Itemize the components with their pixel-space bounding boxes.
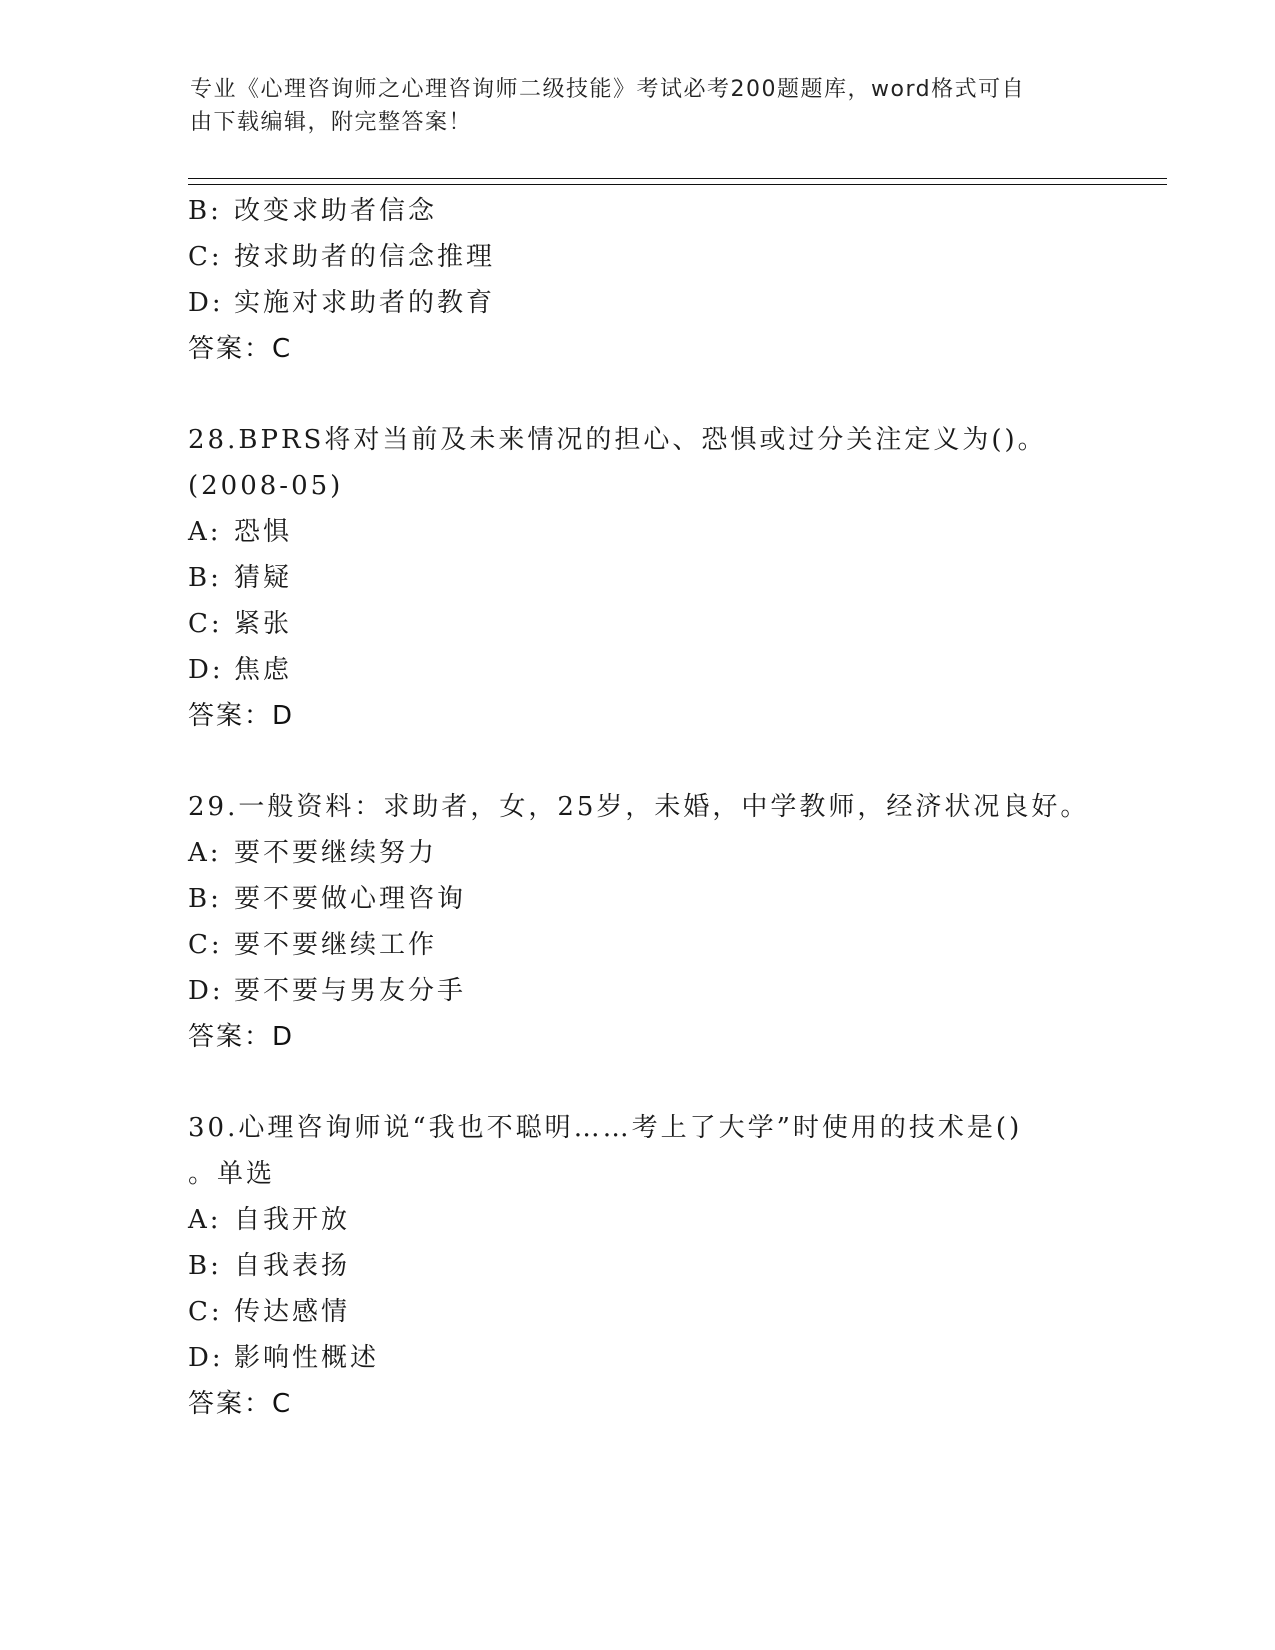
option-d	[188, 968, 1148, 1014]
header-line-2: 由下载编辑，附完整答案！	[190, 110, 473, 135]
continued-question	[188, 188, 1148, 372]
header-divider	[188, 178, 1167, 185]
question-stem-continued: 。单选	[188, 1159, 276, 1189]
option-text: 自我开放	[234, 1205, 351, 1235]
question-28	[188, 417, 1148, 739]
option-text: 要不要继续工作	[234, 930, 438, 960]
option-label: C:	[188, 242, 223, 272]
question-29	[188, 784, 1148, 1060]
option-text: 传达感情	[234, 1297, 351, 1327]
option-text: 要不要做心理咨询	[234, 884, 467, 914]
question-30	[188, 1105, 1148, 1427]
option-text: 猜疑	[234, 563, 293, 593]
header-line-1: 专业《心理咨询师之心理咨询师二级技能》考试必考200题题库，word格式可自	[190, 77, 1026, 102]
option-label: B:	[188, 563, 222, 593]
answer: 答案：D	[188, 1022, 295, 1052]
answer: 答案：D	[188, 701, 295, 731]
option-text: 恐惧	[234, 517, 293, 547]
option-label: D:	[188, 976, 224, 1006]
question-stem: 29.一般资料：求助者，女，25岁，未婚，中学教师，经济状况良好。	[188, 792, 1090, 822]
question-stem-continued: (2008-05)	[188, 471, 344, 501]
option-d	[188, 647, 1148, 693]
option-b	[188, 555, 1148, 601]
option-text: 按求助者的信念推理	[234, 242, 496, 272]
option-label: B:	[188, 884, 222, 914]
option-b	[188, 1243, 1148, 1289]
option-c	[188, 1289, 1148, 1335]
answer: 答案：C	[188, 1389, 293, 1419]
question-list	[188, 188, 1148, 1427]
option-label: B:	[188, 196, 222, 226]
option-label: C:	[188, 1297, 223, 1327]
option-c	[188, 234, 1148, 280]
option-label: A:	[188, 517, 222, 547]
option-label: C:	[188, 930, 223, 960]
page-header	[190, 73, 1070, 139]
option-c	[188, 601, 1148, 647]
option-text: 自我表扬	[234, 1251, 351, 1281]
option-text: 紧张	[234, 609, 293, 639]
option-label: B:	[188, 1251, 222, 1281]
option-a	[188, 509, 1148, 555]
option-text: 要不要与男友分手	[234, 976, 467, 1006]
question-stem: 30.心理咨询师说“我也不聪明……考上了大学”时使用的技术是()	[188, 1113, 1023, 1143]
spacer	[188, 1060, 1148, 1105]
option-text: 影响性概述	[234, 1343, 380, 1373]
option-text: 焦虑	[234, 655, 293, 685]
option-b	[188, 876, 1148, 922]
option-d	[188, 280, 1148, 326]
option-text: 改变求助者信念	[234, 196, 438, 226]
option-label: A:	[188, 838, 222, 868]
question-stem: 28.BPRS将对当前及未来情况的担心、恐惧或过分关注定义为()。	[188, 425, 1047, 455]
option-text: 实施对求助者的教育	[234, 288, 496, 318]
option-d	[188, 1335, 1148, 1381]
option-label: C:	[188, 609, 223, 639]
answer: 答案：C	[188, 334, 293, 364]
option-a	[188, 830, 1148, 876]
option-label: D:	[188, 1343, 224, 1373]
option-c	[188, 922, 1148, 968]
option-b	[188, 188, 1148, 234]
option-label: D:	[188, 655, 224, 685]
option-label: D:	[188, 288, 224, 318]
spacer	[188, 372, 1148, 417]
option-text: 要不要继续努力	[234, 838, 438, 868]
option-a	[188, 1197, 1148, 1243]
option-label: A:	[188, 1205, 222, 1235]
spacer	[188, 739, 1148, 784]
